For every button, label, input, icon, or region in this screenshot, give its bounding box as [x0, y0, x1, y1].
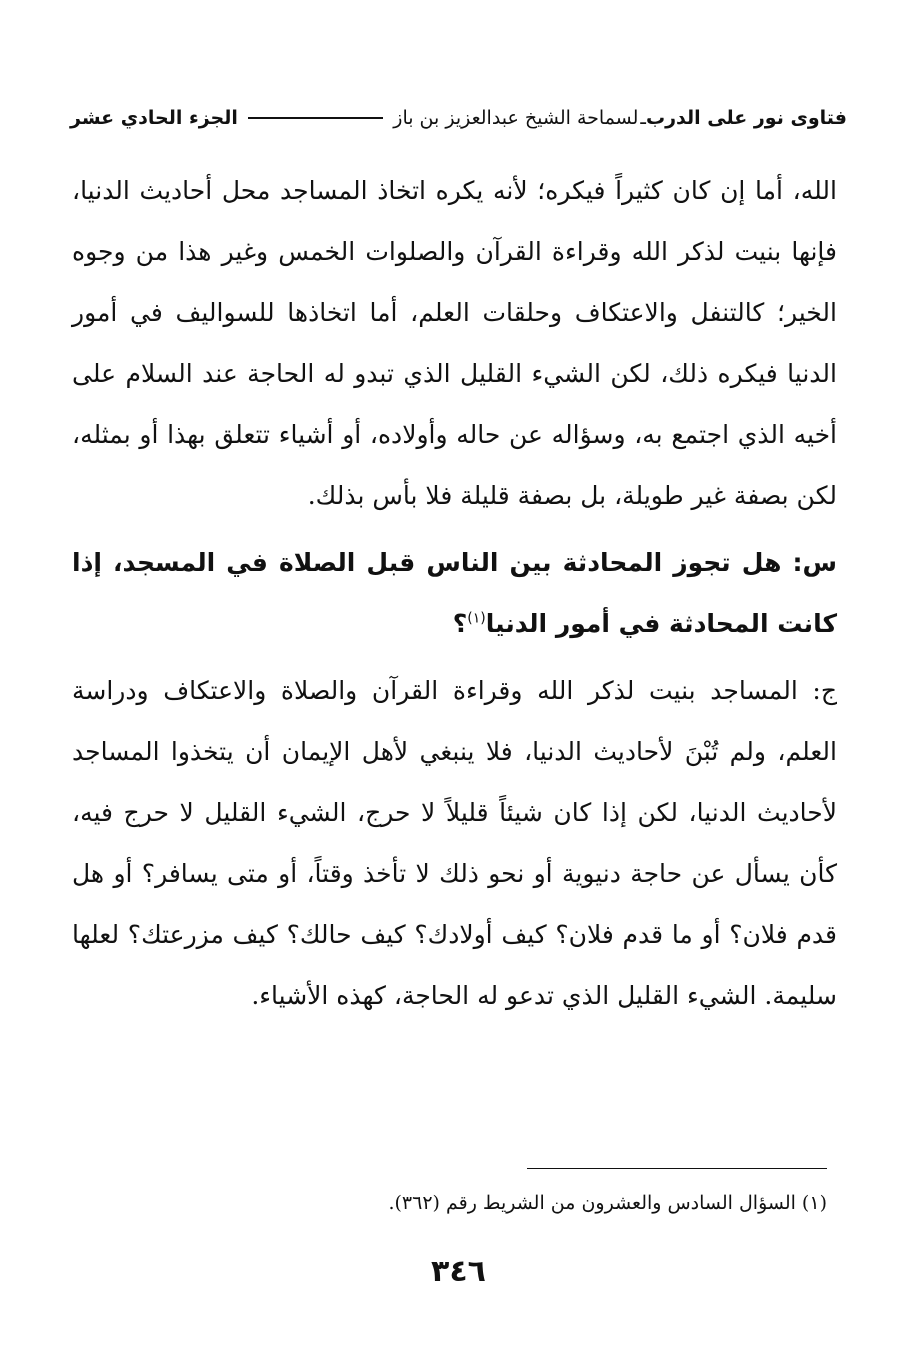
footnote: (١) السؤال السادس والعشرون من الشريط رقم (٣٦٢).	[388, 1192, 827, 1214]
sheikh-name: لسماحة الشيخ عبدالعزيز بن باز	[393, 107, 639, 129]
book-title: فتاوى نور على الدرب	[646, 107, 847, 129]
volume-part: الجزء الحادي عشر	[70, 107, 238, 129]
page-number: ٣٤٦	[431, 1254, 486, 1289]
question-paragraph	[72, 532, 837, 654]
header-rule	[248, 117, 383, 119]
page-body	[72, 160, 837, 1026]
footnote-separator	[527, 1168, 827, 1169]
continued-paragraph: الله، أما إن كان كثيراً فيكره؛ لأنه يكره اتخاذ المساجد محل أحاديث الدنيا، فإنها بنيت لذكر الله وقراءة القرآن والصلوات الخمس وغير هذا من وجوه الخير؛ كالتنفل والاعتكاف وحلقات العلم، أما اتخاذها للسواليف في أمور الدنيا فيكره ذلك، لكن الشيء القليل الذي تبدو له الحاجة عند السلام على أخيه الذي اجتمع به، وسؤاله عن حاله وأولاده، أو أشياء تتعلق بهذا أو بمثله، لكن بصفة غير طويلة، بل بصفة قليلة فلا بأس بذلك.	[72, 176, 837, 510]
footnote-reference: (١)	[467, 610, 486, 627]
answer-paragraph: ج: المساجد بنيت لذكر الله وقراءة القرآن والصلاة والاعتكاف ودراسة العلم، ولم تُبْنَ لأحاديث الدنيا، فلا ينبغي لأهل الإيمان أن يتخذوا المساجد لأحاديث الدنيا، لكن إذا كان شيئاً قليلاً لا حرج، الشيء القليل لا حرج فيه، كأن يسأل عن حاجة دنيوية أو نحو ذلك لا تأخذ وقتاً، أو متى يسافر؟ أو هل قدم فلان؟ أو ما قدم فلان؟ كيف أولادك؟ كيف حالك؟ كيف مزرعتك؟ لعلها سليمة. الشيء القليل الذي تدعو له الحاجة، كهذه الأشياء.	[72, 676, 837, 1010]
header-separator: ـ	[640, 107, 646, 129]
running-header	[70, 98, 847, 138]
question-text: س: هل تجوز المحادثة بين الناس قبل الصلاة في المسجد، إذا كانت المحادثة في أمور الدنيا	[72, 548, 837, 638]
question-mark: ؟	[452, 609, 468, 638]
